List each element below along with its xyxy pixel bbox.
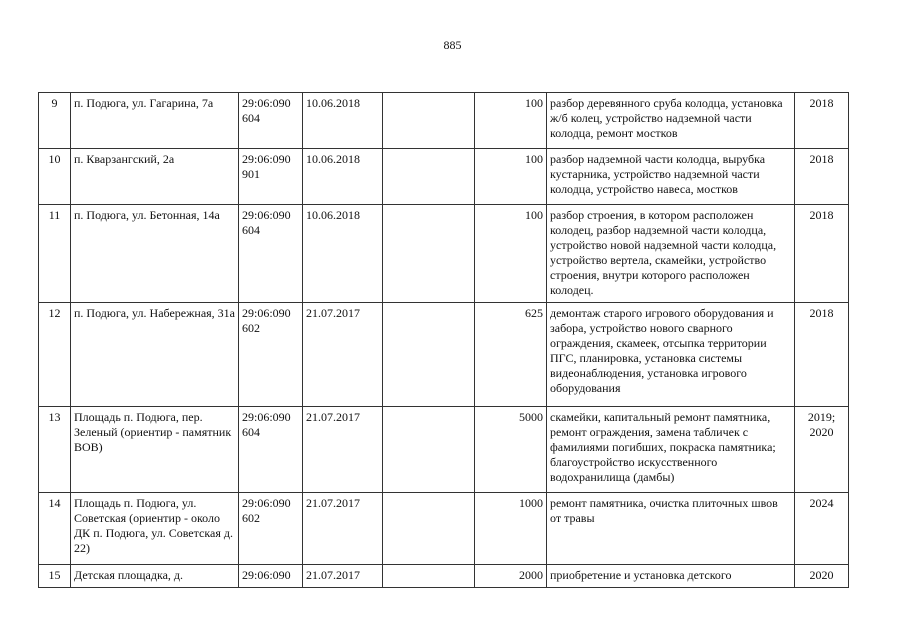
row-address: п. Кварзангский, 2а — [71, 149, 239, 205]
table-row — [39, 493, 849, 565]
row-area: 1000 — [475, 493, 547, 565]
row-blank — [383, 205, 475, 303]
row-number: 15 — [39, 565, 71, 588]
row-cadastral: 29:06:090 — [239, 565, 303, 588]
row-date: 10.06.2018 — [303, 149, 383, 205]
row-area: 100 — [475, 205, 547, 303]
table-row — [39, 565, 849, 588]
table-row — [39, 303, 849, 407]
row-works: разбор надземной части колодца, вырубка кустарника, устройство надземной части колодца, устройство навеса, мостков — [547, 149, 795, 205]
page-number: 885 — [443, 38, 462, 52]
row-works: ремонт памятника, очистка плиточных швов от травы — [547, 493, 795, 565]
row-blank — [383, 93, 475, 149]
row-works: скамейки, капитальный ремонт памятника, ремонт ограждения, замена табличек с фамилиями погибших, покраска памятника; благоустройство искусственного водохранилища (дамбы) — [547, 407, 795, 493]
row-number: 12 — [39, 303, 71, 407]
row-date: 10.06.2018 — [303, 93, 383, 149]
row-blank — [383, 303, 475, 407]
row-cadastral: 29:06:090 901 — [239, 149, 303, 205]
row-year: 2019; 2020 — [795, 407, 849, 493]
row-works: разбор деревянного сруба колодца, установка ж/б колец, устройство надземной части колодца, ремонт мостков — [547, 93, 795, 149]
row-blank — [383, 565, 475, 588]
row-cadastral: 29:06:090 604 — [239, 407, 303, 493]
row-number: 13 — [39, 407, 71, 493]
row-number: 10 — [39, 149, 71, 205]
row-date: 10.06.2018 — [303, 205, 383, 303]
row-works: приобретение и установка детского — [547, 565, 795, 588]
row-number: 14 — [39, 493, 71, 565]
row-blank — [383, 149, 475, 205]
works-table — [38, 92, 849, 588]
table-row — [39, 93, 849, 149]
row-area: 100 — [475, 149, 547, 205]
row-year: 2018 — [795, 205, 849, 303]
row-address: Площадь п. Подюга, ул. Советская (ориентир - около ДК п. Подюга, ул. Советская д. 22) — [71, 493, 239, 565]
row-number: 11 — [39, 205, 71, 303]
row-cadastral: 29:06:090 604 — [239, 93, 303, 149]
row-area: 625 — [475, 303, 547, 407]
row-cadastral: 29:06:090 602 — [239, 303, 303, 407]
row-blank — [383, 493, 475, 565]
row-works: демонтаж старого игрового оборудования и забора, устройство нового сварного ограждения, скамеек, отсыпка территории ПГС, планировка, установка системы видеонаблюдения, установка игрового оборудования — [547, 303, 795, 407]
row-address: п. Подюга, ул. Гагарина, 7а — [71, 93, 239, 149]
row-date: 21.07.2017 — [303, 493, 383, 565]
table-row — [39, 205, 849, 303]
row-year: 2018 — [795, 149, 849, 205]
row-year: 2024 — [795, 493, 849, 565]
row-address: Площадь п. Подюга, пер. Зеленый (ориентир - памятник ВОВ) — [71, 407, 239, 493]
row-area: 100 — [475, 93, 547, 149]
table-row — [39, 407, 849, 493]
row-works: разбор строения, в котором расположен колодец, разбор надземной части колодца, устройство новой надземной части колодца, устройство вертела, скамейки, устройство строения, внутри которого расположен колодец. — [547, 205, 795, 303]
row-area: 2000 — [475, 565, 547, 588]
row-address: п. Подюга, ул. Бетонная, 14а — [71, 205, 239, 303]
row-year: 2018 — [795, 93, 849, 149]
row-cadastral: 29:06:090 604 — [239, 205, 303, 303]
row-address: п. Подюга, ул. Набережная, 31а — [71, 303, 239, 407]
table-row — [39, 149, 849, 205]
row-year: 2020 — [795, 565, 849, 588]
row-date: 21.07.2017 — [303, 565, 383, 588]
row-cadastral: 29:06:090 602 — [239, 493, 303, 565]
row-blank — [383, 407, 475, 493]
row-number: 9 — [39, 93, 71, 149]
row-date: 21.07.2017 — [303, 407, 383, 493]
row-year: 2018 — [795, 303, 849, 407]
row-date: 21.07.2017 — [303, 303, 383, 407]
row-area: 5000 — [475, 407, 547, 493]
row-address: Детская площадка, д. — [71, 565, 239, 588]
